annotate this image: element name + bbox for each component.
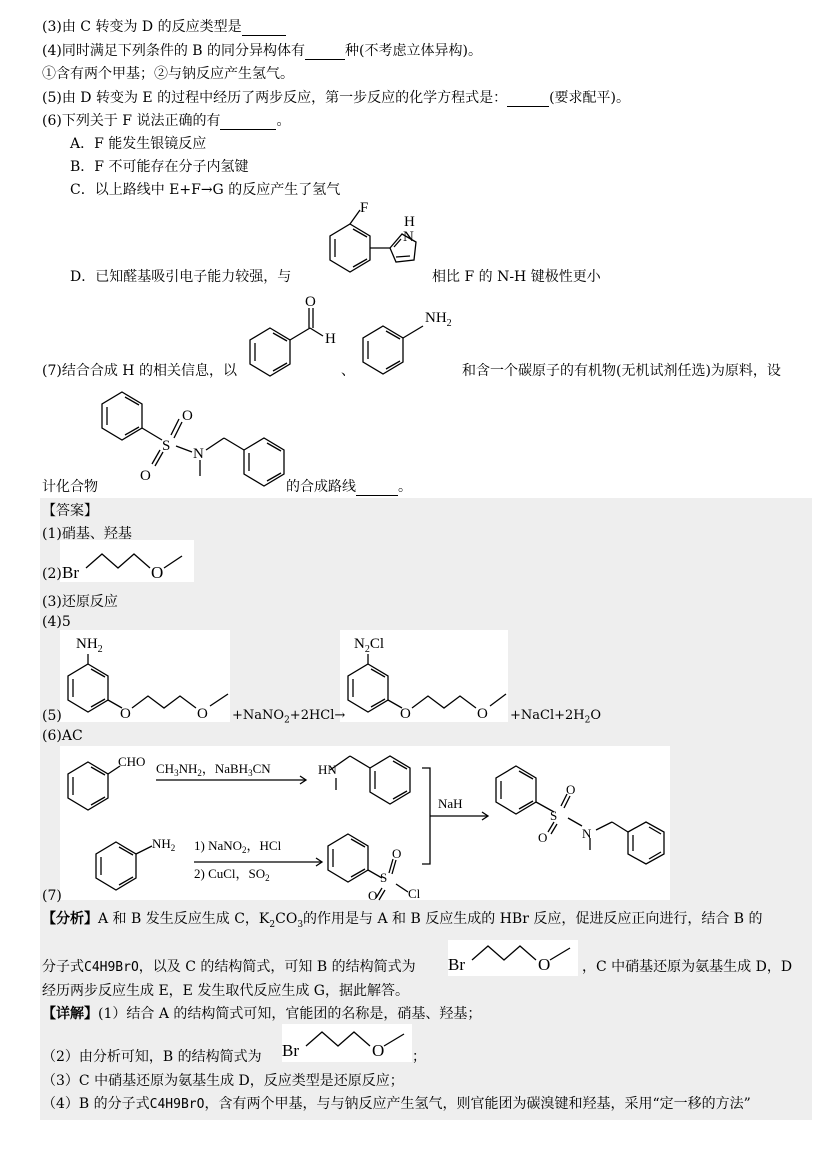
svg-text:O: O <box>140 468 151 484</box>
svg-text:O: O <box>477 706 488 722</box>
svg-text:NH2: $NH_2$ <box>76 636 103 655</box>
svg-text:2) CuCl，SO2: 2) CuCl，$SO_2$ <box>194 866 270 883</box>
answer-3: (3)还原反应 <box>42 594 118 610</box>
analysis-paragraph-line3: 经历两步反应生成 E，E 发生取代反应生成 G，据此解答。 <box>42 983 409 999</box>
svg-text:O: O <box>368 888 378 903</box>
nitrogen-label: N <box>403 229 414 245</box>
svg-text:O: O <box>151 563 164 582</box>
compound-b-structure <box>62 544 192 582</box>
question-7-line2a: 计化合物 <box>42 479 98 495</box>
answer-2-label: (2) <box>42 566 62 582</box>
diazonium-structure <box>340 630 510 722</box>
hydrogen-label: H <box>404 214 415 230</box>
svg-text:Br: Br <box>282 1041 299 1060</box>
svg-text:H: H <box>325 331 336 347</box>
svg-text:1) NaNO2，HCl: 1) NaNO$_2$，HCl <box>194 838 282 855</box>
svg-text:N: N <box>193 446 204 462</box>
equation-products: $+NaCl+2H_2O$ <box>510 708 602 726</box>
analysis-paragraph-line2a: 分子式C4H9BrO，以及 C 的结构简式，可知 B 的结构简式为 <box>42 959 416 975</box>
synthesis-route-diagram <box>60 746 670 903</box>
option-d-part1: D．已知醛基吸引电子能力较强，与 <box>70 269 292 285</box>
svg-text:O: O <box>120 706 131 722</box>
svg-text:S: S <box>162 438 171 454</box>
svg-text:NH2: $NH_2$ <box>152 836 176 853</box>
question-7-line2b: 的合成路线 。 <box>286 479 412 495</box>
svg-text:O: O <box>197 706 208 722</box>
svg-text:O: O <box>538 955 551 974</box>
question-7-line1a: (7)结合合成 H 的相关信息，以 <box>42 363 237 379</box>
svg-text:Br: Br <box>62 563 79 582</box>
equation-reagents-1: +NaNO$_2$+2HCl→ <box>232 708 346 726</box>
question-5: (5)由 D 转变为 E 的过程中经历了两步反应，第一步反应的化学方程式是： (要求配平)。 <box>42 90 631 106</box>
option-a: A．F 能发生银镜反应 <box>70 136 207 152</box>
detail-line4: （4）B 的分子式C4H9BrO，含有两个甲基，与与钠反应产生氢气，则官能团为碳溴键和羟基，采用“定一移的方法” <box>42 1096 751 1112</box>
answer-header: 【答案】 <box>42 503 98 519</box>
analysis-paragraph-line1: 【分析】A 和 B 发生反应生成 C，$K_2CO_3$的作用是与 A 和 B 反应生成的 HBr 反应，促进反应正向进行，结合 B 的 <box>42 911 763 930</box>
compound-b-structure-analysis <box>448 942 578 976</box>
svg-text:O: O <box>400 706 411 722</box>
svg-text:Br: Br <box>448 955 465 974</box>
benzaldehyde-structure <box>245 290 345 380</box>
answer-5-label: (5) <box>42 708 62 724</box>
answer-1: (1)硝基、羟基 <box>42 526 132 542</box>
fluorine-label: F <box>360 200 369 216</box>
svg-text:Cl: Cl <box>408 886 421 901</box>
svg-text:S: S <box>550 808 558 823</box>
aniline-structure <box>355 296 465 382</box>
answer-7-label: (7) <box>42 888 62 904</box>
detail-line2a: （2）由分析可知，B 的结构简式为 <box>42 1049 262 1065</box>
question-7-line1b: 和含一个碳原子的有机物(无机试剂任选)为原料，设 <box>462 363 781 379</box>
analysis-paragraph-line2b: ，C 中硝基还原为氨基生成 D，D <box>582 959 793 975</box>
svg-text:N2Cl: $N_2Cl$ <box>354 636 385 655</box>
option-d-part2: 相比 F 的 N-H 键极性更小 <box>432 269 601 285</box>
svg-text:CH3NH2，NaBH3CN: $CH_3NH_2$，NaBH$_3$CN <box>156 761 271 778</box>
answer-6: (6)AC <box>42 728 83 744</box>
option-c: C．以上路线中 E+F→G 的反应产生了氢气 <box>70 182 341 198</box>
svg-text:O: O <box>538 830 548 845</box>
svg-text:NaH: NaH <box>438 796 463 811</box>
question-3: (3)由 C 转变为 D 的反应类型是 <box>42 16 286 36</box>
svg-text:HN: HN <box>318 762 337 777</box>
svg-text:O: O <box>305 294 316 310</box>
fluorophenyl-pyrrole-structure <box>310 200 440 284</box>
detail-line1: 【详解】(1）结合 A 的结构简式可知，官能团的名称是，硝基、羟基； <box>42 1006 482 1022</box>
question-6: (6)下列关于 F 说法正确的有 。 <box>42 113 291 129</box>
answer-4: (4)5 <box>42 614 71 630</box>
svg-text:N: N <box>582 826 592 841</box>
compound-d-structure <box>60 630 232 722</box>
question-7-separator: 、 <box>341 363 355 379</box>
question-4: (4)同时满足下列条件的 B 的同分异构体有 种(不考虑立体异构)。 <box>42 43 482 59</box>
svg-text:CHO: CHO <box>118 754 146 769</box>
svg-text:O: O <box>372 1041 385 1060</box>
compound-b-structure-detail <box>282 1026 412 1060</box>
svg-text:NH2: $NH_2$ <box>425 310 452 329</box>
svg-text:S: S <box>380 870 388 885</box>
svg-text:O: O <box>566 782 576 797</box>
option-b: B．F 不可能存在分子内氢键 <box>70 159 249 175</box>
detail-line3: （3）C 中硝基还原为氨基生成 D，反应类型是还原反应； <box>42 1073 404 1089</box>
svg-text:O: O <box>182 408 193 424</box>
detail-line2b: ； <box>412 1049 426 1065</box>
svg-text:O: O <box>392 846 402 861</box>
question-4-conditions: ①含有两个甲基；②与钠反应产生氢气。 <box>42 66 294 82</box>
target-sulfonamide-structure <box>100 388 290 492</box>
